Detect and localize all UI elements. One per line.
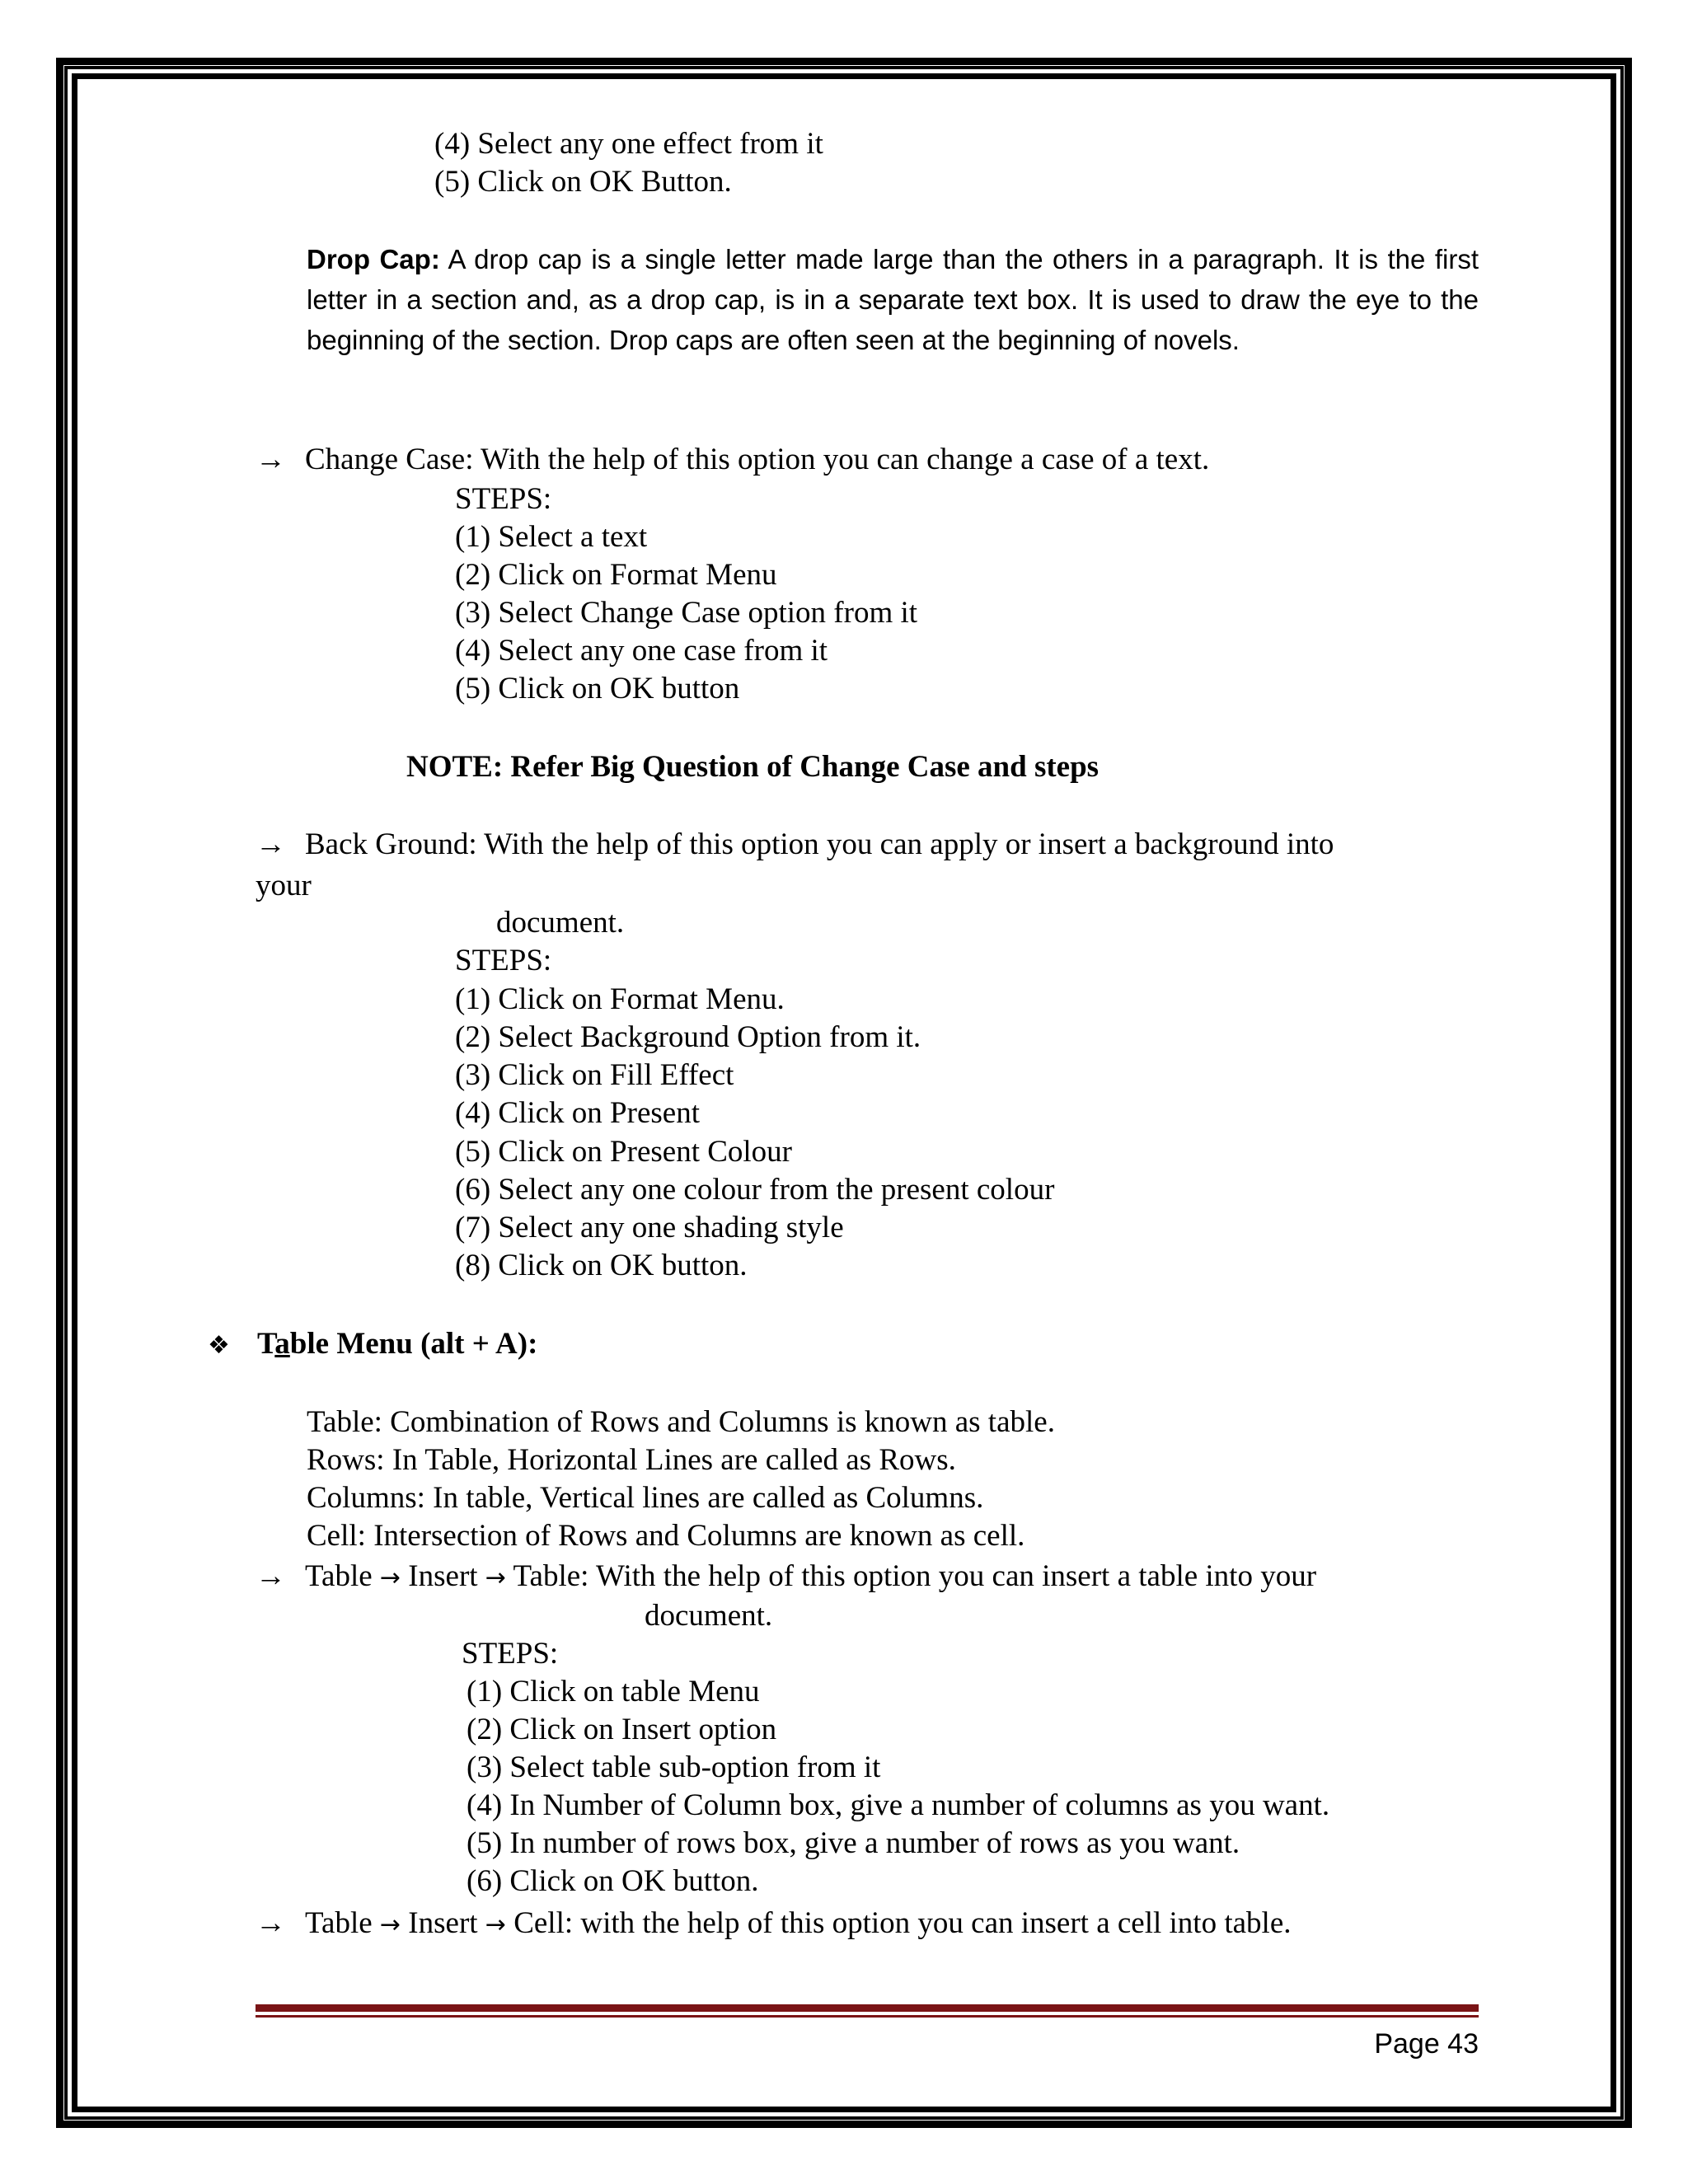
change-case-heading <box>256 441 1209 479</box>
background-heading-wrap: your <box>256 869 312 902</box>
table-menu-title-part: ble Menu (alt + A): <box>289 1327 538 1361</box>
step-line: (5) Click on OK button <box>455 672 740 705</box>
step-line: (1) Click on Format Menu. <box>455 982 785 1016</box>
step-line: (2) Select Background Option from it. <box>455 1020 921 1054</box>
step-line: (1) Select a text <box>455 520 648 554</box>
step-line: (2) Click on Insert option <box>467 1713 777 1746</box>
definition-line: Cell: Intersection of Rows and Columns are known as cell. <box>307 1519 1025 1553</box>
step-line: (2) Click on Format Menu <box>455 558 777 592</box>
step-line: (3) Select table sub-option from it <box>467 1750 881 1784</box>
definition-line: Columns: In table, Vertical lines are called as Columns. <box>307 1481 984 1515</box>
insert-cell-text: Cell: with the help of this option you can insert a cell into table. <box>513 1906 1292 1940</box>
right-arrow-icon: → <box>485 1910 506 1939</box>
page-number: Page 43 <box>1374 2028 1479 2060</box>
step-line: (4) Select any one effect from it <box>434 127 823 161</box>
drop-cap-paragraph <box>307 239 1479 360</box>
insert-table-text: Table: With the help of this option you can insert a table into your <box>513 1559 1317 1593</box>
step-line: (4) Select any one case from it <box>455 634 828 668</box>
menu-path-part: Table <box>305 1559 373 1593</box>
step-line: (3) Click on Fill Effect <box>455 1058 734 1092</box>
menu-path-part: Insert <box>408 1559 478 1593</box>
arrow-icon: → <box>256 827 286 861</box>
insert-cell-heading <box>256 1905 1292 1944</box>
definition-line: Table: Combination of Rows and Columns is known as table. <box>307 1405 1055 1439</box>
insert-table-cont: document. <box>645 1599 773 1633</box>
background-heading <box>256 826 1334 864</box>
change-case-note: NOTE: Refer Big Question of Change Case and steps <box>406 750 1100 784</box>
change-case-heading-text: Change Case: With the help of this option you can change a case of a text. <box>305 443 1210 476</box>
background-heading-cont: document. <box>496 906 625 940</box>
step-line: (6) Click on OK button. <box>467 1864 759 1898</box>
step-line: (5) In number of rows box, give a number of rows as you want. <box>467 1826 1240 1860</box>
table-menu-title-part: T <box>257 1327 275 1361</box>
step-line: (7) Select any one shading style <box>455 1211 844 1244</box>
step-line: (8) Click on OK button. <box>455 1249 748 1282</box>
arrow-icon: → <box>256 1906 286 1940</box>
steps-label: STEPS: <box>462 1637 559 1671</box>
right-arrow-icon: → <box>379 1910 401 1939</box>
table-menu-heading <box>208 1325 537 1365</box>
step-line: (5) Click on Present Colour <box>455 1135 793 1169</box>
menu-path-part: Table <box>305 1906 373 1940</box>
footer-rule-thick <box>256 2004 1479 2012</box>
right-arrow-icon: → <box>485 1563 506 1592</box>
definition-line: Rows: In Table, Horizontal Lines are called as Rows. <box>307 1443 956 1477</box>
footer-rule-thin <box>256 2015 1479 2018</box>
step-line: (4) In Number of Column box, give a number of columns as you want. <box>467 1788 1330 1822</box>
arrow-icon: → <box>256 1559 286 1593</box>
step-line: (4) Click on Present <box>455 1096 700 1130</box>
table-menu-title-accesskey: a <box>274 1327 290 1361</box>
steps-label: STEPS: <box>455 944 552 977</box>
right-arrow-icon: → <box>379 1563 401 1592</box>
step-line: (3) Select Change Case option from it <box>455 596 918 630</box>
step-line: (6) Select any one colour from the present colour <box>455 1173 1055 1207</box>
background-heading-text: Back Ground: With the help of this option you can apply or insert a background into <box>305 827 1334 861</box>
drop-cap-text: A drop cap is a single letter made large than the others in a paragraph. It is the first letter in a section and, as a drop cap, is in a separate text box. It is used to draw the eye to the beginning of the section. Drop caps are often seen at the beginning of novels. <box>307 244 1479 355</box>
drop-cap-label: Drop Cap: <box>307 244 440 274</box>
steps-label: STEPS: <box>455 482 552 516</box>
step-line: (5) Click on OK Button. <box>434 165 732 199</box>
diamond-bullet-icon: ❖ <box>208 1331 230 1360</box>
step-line: (1) Click on table Menu <box>467 1675 760 1708</box>
insert-table-heading <box>256 1558 1316 1597</box>
menu-path-part: Insert <box>408 1906 478 1940</box>
arrow-icon: → <box>256 443 286 476</box>
